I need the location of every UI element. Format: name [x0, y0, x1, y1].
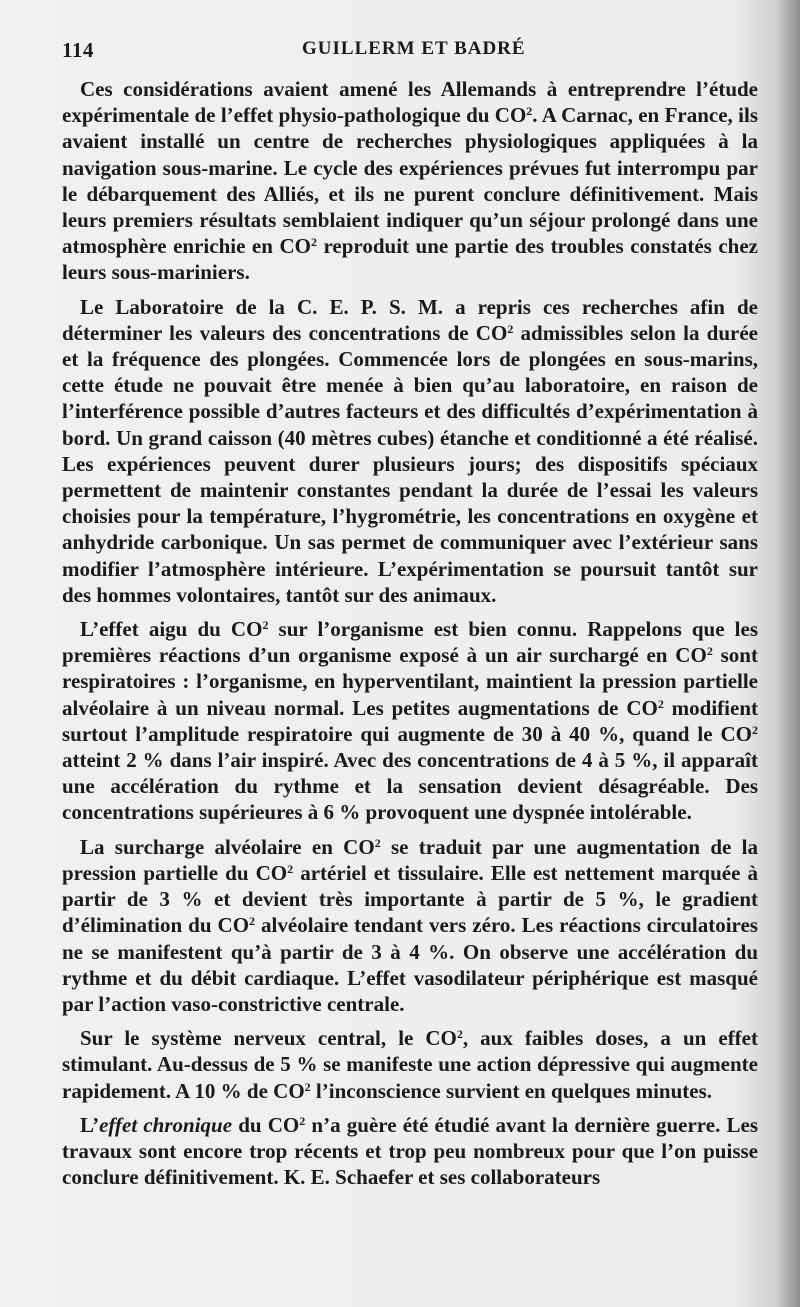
text-segment: artériel et tissulaire. Elle est nettement marquée à partir de 3 % et devient très importante à partir de 5 %, le gradient d’élimination du CO — [62, 860, 758, 938]
paragraph-1 — [62, 76, 758, 286]
paragraph-4 — [62, 834, 758, 1017]
superscript: 2 — [304, 1079, 311, 1094]
running-head: GUILLERM ET BADRÉ — [302, 38, 526, 59]
superscript: 2 — [657, 696, 664, 711]
paragraph-6 — [62, 1112, 758, 1191]
text-segment: Ces considérations avaient amené les Allemands à entreprendre l’étude expérimentale de l’effet physio-pathologique du CO — [62, 77, 758, 128]
superscript: 2 — [526, 104, 533, 119]
superscript: 2 — [287, 861, 294, 876]
text-segment: n’a guère été étudié avant la dernière guerre. Les travaux sont encore trop récents et trop peu nombreux pour que l’on puisse conclure définitivement. K. E. Schaefer et ses collaborateurs — [62, 1112, 758, 1190]
superscript: 2 — [752, 722, 758, 737]
text-segment: L’ — [80, 1112, 100, 1137]
superscript: 2 — [262, 618, 269, 633]
text-segment: modifient surtout l’amplitude respiratoire qui augmente de 30 à 40 %, quand le CO — [62, 695, 759, 746]
text-segment: . A Carnac, en France, ils avaient installé un centre de recherches physiologiques appliquées à la navigation sous-marine. Le cycle des expériences prévues fut interrompu par le débarquement des Alliés, et ils ne purent conclure définitivement. Mais leurs premiers résultats semblaient indiquer qu’un séjour prolongé dans une atmosphère enrichie en CO — [62, 103, 758, 259]
paragraph-3 — [62, 616, 758, 826]
text-segment: admissibles selon la durée et la fréquence des plongées. Commencée lors de plongées en sous-marins, cette étude ne pouvait être menée à bien qu’au laboratoire, en raison de l’interférence possible d’autres facteurs et des difficultés d’expérimentation à bord. Un grand caisson (40 mètres cubes) étanche et conditionné a été réalisé. Les expériences peuvent durer plusieurs jours; des dispositifs spéciaux permettent de maintenir constantes pendant la durée de l’essai les valeurs choisies pour la température, l’hygrométrie, les concentrations en oxygène et anhydride carbonique. Un sas permet de communiquer avec l’extérieur sans modifier l’atmosphère intérieure. L’expérimentation se poursuit tantôt sur des hommes volontaires, tantôt sur des animaux. — [62, 320, 759, 607]
superscript: 2 — [310, 235, 317, 250]
text-segment: alvéolaire tendant vers zéro. Les réactions circulatoires ne se manifestent qu’à partir de 3 à 4 %. On observe une accélération du rythme et du débit cardiaque. L’effet vasodilateur périphérique est masqué par l’action vaso-constrictive centrale. — [62, 913, 758, 1016]
text-segment: Sur le système nerveux central, le CO — [80, 1026, 457, 1051]
text-segment: l’inconscience survient en quelques minutes. — [310, 1078, 713, 1103]
page-number: 114 — [62, 38, 94, 62]
text-segment: reproduit une partie des troubles constatés chez leurs sous-mariniers. — [62, 234, 759, 285]
superscript: 2 — [299, 1113, 306, 1128]
text-segment: sont respiratoires : l’organisme, en hyperventilant, maintient la pression partielle alvéolaire à un niveau normal. Les petites augmentations de CO — [62, 643, 758, 720]
page-header — [62, 38, 762, 72]
text-segment: Le Laboratoire de la C. E. P. S. M. a repris ces recherches afin de déterminer les valeurs des concentrations de CO — [62, 294, 758, 345]
paragraph-2 — [62, 294, 758, 608]
text-segment: sur l’organisme est bien connu. Rappelons que les premières réactions d’un organisme exposé à un air surchargé en CO — [62, 617, 758, 668]
superscript: 2 — [374, 835, 381, 850]
italic-phrase: effet chronique — [99, 1112, 233, 1137]
paragraph-5 — [62, 1025, 758, 1104]
superscript: 2 — [507, 321, 514, 336]
body-text — [62, 76, 758, 1198]
text-segment: La surcharge alvéolaire en CO — [80, 834, 375, 859]
text-segment: atteint 2 % dans l’air inspiré. Avec des concentrations de 4 à 5 %, il apparaît une accélération du rythme et la sensation devient désagréable. Des concentrations supérieures à 6 % provoquent une dyspnée intolérable. — [62, 748, 758, 825]
superscript: 2 — [456, 1027, 463, 1042]
text-segment: du CO — [232, 1112, 300, 1137]
text-segment: L’effet aigu du CO — [80, 617, 263, 642]
superscript: 2 — [706, 644, 713, 659]
superscript: 2 — [249, 914, 256, 929]
text-segment: se traduit par une augmentation de la pression partielle du CO — [62, 834, 758, 885]
text-segment: , aux faibles doses, a un effet stimulant. Au-dessus de 5 % se manifeste une action dépressive qui augmente rapidement. A 10 % de CO — [62, 1026, 758, 1103]
